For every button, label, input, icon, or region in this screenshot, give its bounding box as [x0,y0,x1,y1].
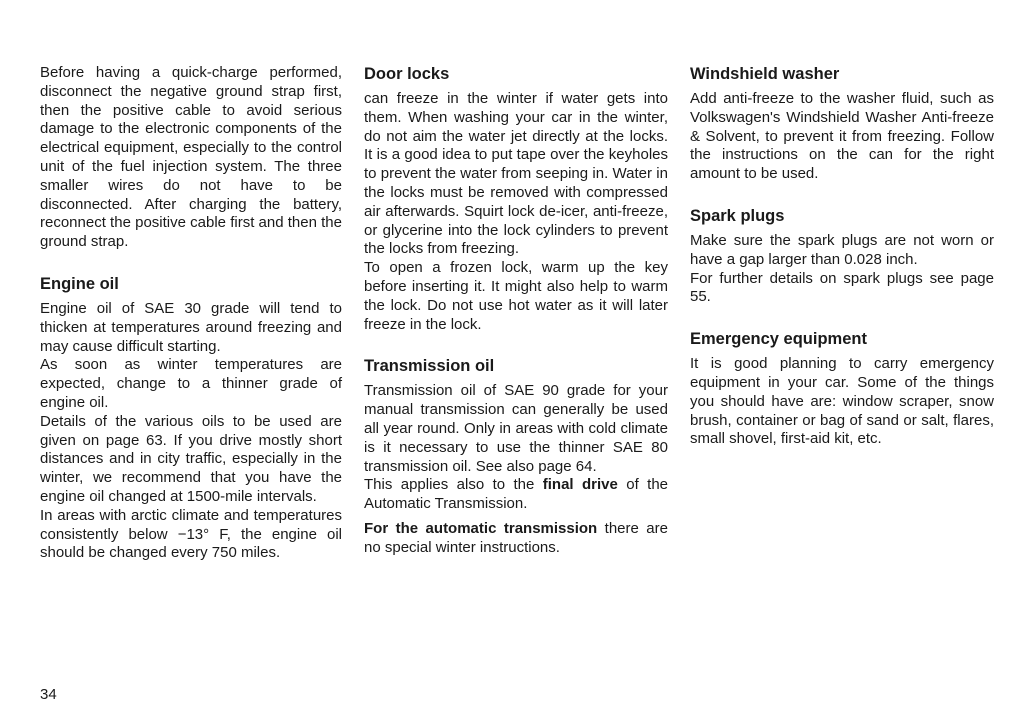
automatic-transmission-bold: For the automatic transmission [364,519,598,537]
final-drive-text-before: This applies also to the [364,476,543,494]
spark-plugs-paragraph-2: For further details on spark plugs see page 55. [690,269,994,306]
final-drive-text-after: of the Automatic Transmission. [364,476,669,513]
door-locks-paragraph-1: can freeze in the winter if water gets into them. When washing your car in the winter, do not aim the water jet directly at the locks. It is a good idea to put tape over the keyholes to prevent the water from seeping in. Water in the locks must be removed with compressed air afterwards. Squirt lock de-icer, anti-freeze, or glycerine into the lock cylinders to prevent the locks from freezing. [364,90,668,258]
windshield-washer-paragraph: Add anti-freeze to the washer fluid, such as Volkswagen's Windshield Washer Anti-freeze & Solvent, to prevent it from freezing. Follow the instructions on the can for the right amount to be used. [690,90,994,183]
section-spark-plugs [690,206,994,307]
spark-plugs-paragraph-1: Make sure the spark plugs are not worn or have a gap larger than 0.028 inch. [690,231,994,268]
heading-door-locks: Door locks [364,65,450,83]
heading-engine-oil: Engine oil [40,274,119,293]
section-engine-oil [40,274,342,563]
battery-charging-text: Before having a quick-charge performed, disconnect the negative ground strap first, then the positive cable to avoid serious damage to the electronic components of the electrical equipment, especially to the control unit of the fuel injection system. The three smaller wires do not have to be disconnected. After charging the battery, reconnect the positive cable first and then the ground strap. [40,64,342,251]
column-right [690,64,994,449]
section-emergency-equipment [690,329,994,449]
heading-transmission-oil: Transmission oil [364,357,495,376]
door-locks-paragraph-2: To open a frozen lock, warm up the key before inserting it. It might also help to warm the lock. Do not use hot water as it will later freeze in the lock. [364,259,668,333]
transmission-oil-paragraph-2 [364,476,668,514]
engine-oil-paragraph-4: In areas with arctic climate and temperatures consistently below −13° F, the engine oil should be changed every 750 miles. [40,506,342,562]
column-left [40,64,342,563]
engine-oil-paragraph-2: As soon as winter temperatures are expected, change to a thinner grade of engine oil. [40,356,342,411]
transmission-oil-paragraph-3 [364,520,668,558]
heading-spark-plugs: Spark plugs [690,206,785,225]
engine-oil-paragraph-3: Details of the various oils to be used are given on page 63. If you drive mostly short distances and in city traffic, especially in the winter, we recommend that you have the engine oil changed at 1500-mile intervals. [40,412,342,505]
page-number: 34 [40,686,57,703]
heading-windshield-washer: Windshield washer [690,65,840,83]
automatic-transmission-text: there are no special winter instructions. [364,519,668,556]
emergency-equipment-paragraph: It is good planning to carry emergency equipment in your car. Some of the things you should have are: window scraper, snow brush, container or bag of sand or salt, flares, small shovel, first-aid kit, etc. [690,355,994,448]
engine-oil-paragraph-1: Engine oil of SAE 30 grade will tend to thicken at temperatures around freezing and may cause difficult starting. [40,299,342,355]
column-middle [364,64,668,558]
section-windshield-washer [690,64,994,184]
heading-emergency-equipment: Emergency equipment [690,330,867,349]
section-door-locks [364,64,668,334]
section-transmission-oil [364,356,668,557]
final-drive-bold: final drive [542,476,618,494]
transmission-oil-paragraph-1: Transmission oil of SAE 90 grade for your manual transmission can generally be used all year round. Only in areas with cold climate is it necessary to use the thinner SAE 80 transmission oil. See also page 64. [364,382,668,475]
